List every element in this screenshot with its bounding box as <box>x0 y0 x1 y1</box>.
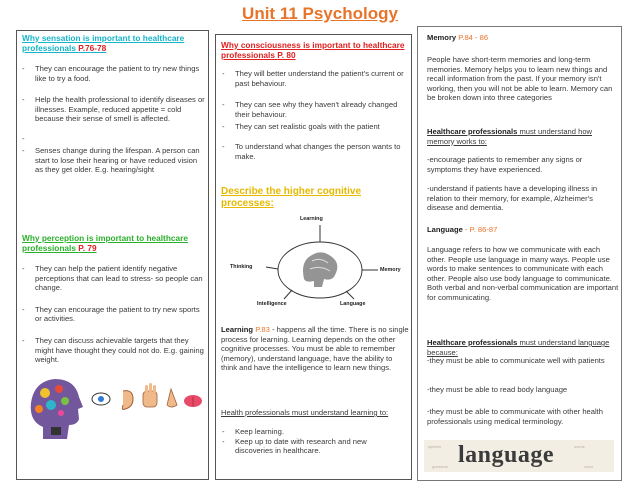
perception-list <box>21 264 206 365</box>
svg-text:words: words <box>574 444 585 449</box>
consciousness-heading: Why consciousness is important to healthcare professionals P. 80 <box>221 40 405 60</box>
sensation-list <box>21 64 206 175</box>
perception-heading: Why perception is important to healthcare professionals P. 79 <box>22 233 188 253</box>
diagram-label-memory: Memory <box>380 267 401 273</box>
hand-icon <box>143 383 157 407</box>
memory-heading: Memory P.84 - 86 <box>427 33 489 42</box>
cognitive-diagram <box>216 211 413 329</box>
brain-icon <box>303 252 337 287</box>
memory-description: People have short-term memories and long-term memories. Memory helps you to learn new things and recall information from the past. If your memory isn't working, then you will not be able to learn. Memory can be broken down into three categories <box>427 55 613 103</box>
list-item: - Keep learning. <box>221 427 406 437</box>
list-item: - Senses change during the lifespan. A person can start to lose their hearing or have reduced vision as they get older. E.g. hearing/sight <box>21 146 206 175</box>
list-item: - They can encourage the patient to try new things like to try a food. <box>21 64 206 83</box>
memory-point-1: -encourage patients to remember any signs or symptoms they have experienced. <box>427 155 583 174</box>
eye-icon <box>92 393 110 405</box>
sensation-perception-panel <box>16 30 209 480</box>
language-point-1: -they must be able to communicate well with patients <box>427 356 605 365</box>
language-word: language <box>458 442 555 468</box>
language-word-image <box>424 440 614 472</box>
language-point-3: -they must be able to communicate with other health professionals using medical terminology. <box>427 407 604 426</box>
hp-learning-list <box>221 427 406 456</box>
diagram-label-intelligence: Intelligence <box>257 301 287 307</box>
consciousness-cognitive-panel <box>215 34 412 480</box>
list-item: - They can help the patient identify negative perceptions that can lead to stress- so people can change. <box>21 264 206 293</box>
consciousness-list <box>221 69 406 161</box>
senses-illustration <box>21 369 205 449</box>
list-item: - They can encourage the patient to try new sports or activities. <box>21 305 206 324</box>
svg-text:voice: voice <box>584 464 594 469</box>
language-description: Language refers to how we communicate with each other. People use language in many ways. People use words to make sentences to communicate with each other. People also use body language to communicate. Both verbal and non-verbal communication are important for communicating. <box>427 245 619 302</box>
memory-point-2: -understand if patients have a developing illness in relation to their memory, for example, Alzheimer's disease and dementia. <box>427 184 598 213</box>
learning-description: Learning P.83 - happens all the time. There is no single process for learning. Learning depends on the other cognitive processes. You must be able to remember (memory), understand language, have the ability to think and have the intelligence to learn new things. <box>221 325 409 373</box>
hp-learning-heading: Health professionals must understand learning to: <box>221 408 389 417</box>
svg-text:grammar: grammar <box>432 464 449 469</box>
list-item: - To understand what changes the person wants to make. <box>221 142 406 161</box>
sensation-heading: Why sensation is important to healthcare professionals P.76-78 <box>22 33 185 53</box>
list-item: - Help the health professional to identify diseases or illnesses. Example, reduced appetite = cold because their sense of smell is affected. <box>21 95 206 124</box>
list-item: - Keep up to date with research and new discoveries in healthcare. <box>221 437 406 456</box>
diagram-label-learning: Learning <box>300 216 323 222</box>
svg-text:speech: speech <box>428 444 441 449</box>
list-item: - They can discuss achievable targets that they might have thought they could not do. E.g. gaining weight. <box>21 336 206 365</box>
ear-icon <box>122 391 133 410</box>
hp-memory-heading: Healthcare professionals must understand how memory works to: <box>427 127 593 146</box>
memory-language-panel <box>417 26 622 481</box>
cognitive-heading: Describe the higher cognitive processes: <box>221 186 362 209</box>
list-item: - They can set realistic goals with the patient <box>221 122 406 132</box>
nose-icon <box>167 389 177 407</box>
list-item <box>21 134 206 143</box>
diagram-label-language: Language <box>340 301 366 307</box>
tongue-icon <box>184 395 202 407</box>
language-point-2: -they must be able to read body language <box>427 385 568 394</box>
list-item: - They will better understand the patient's current or past behaviour. <box>221 69 406 88</box>
head-icon <box>31 379 83 439</box>
page-title: Unit 11 Psychology <box>242 4 398 23</box>
hp-language-heading: Healthcare professionals must understand language because: <box>427 338 610 357</box>
language-heading: Language - P. 86-87 <box>427 225 498 234</box>
list-item: - They can see why they haven't already changed their behaviour. <box>221 100 406 119</box>
diagram-label-thinking: Thinking <box>230 264 253 270</box>
